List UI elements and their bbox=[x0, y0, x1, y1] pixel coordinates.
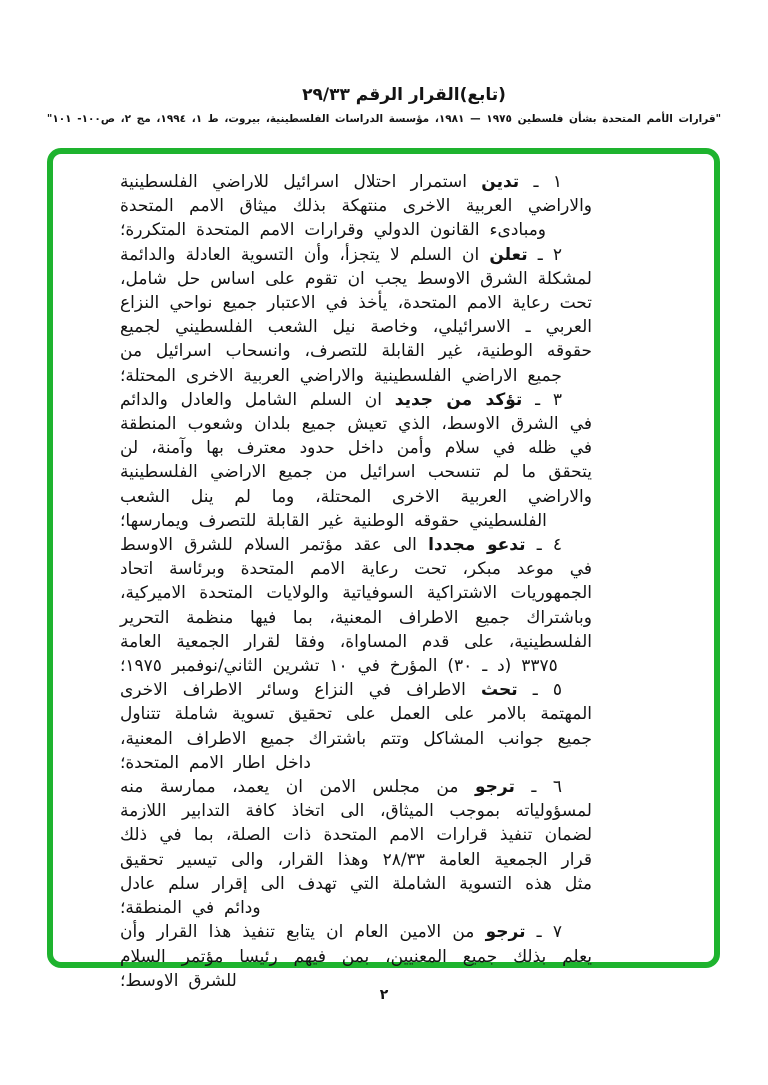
paragraph-number: ١ ـ bbox=[519, 172, 562, 192]
paragraph-body-text: الى عقد مؤتمر السلام للشرق الاوسط في موعد مبكر، تحت رعاية الامم المتحدة وبرئاسة اتحاد الجمهوريات الاشتراكية السوفياتية والولايات المتحدة الاميركية، وباشتراك جميع الاطراف المعنية، بما فيها منظمة التحرير الفلسطينية، على قدم المساواة، وفقا لقرار الجمعية العامة ٣٣٧٥ (د ـ ٣٠) المؤرخ في ١٠ تشرين الثاني/نوفمبر ١٩٧٥؛ bbox=[120, 535, 592, 677]
source-citation-line: "قرارات الأمم المتحدة بشأن فلسطين ١٩٧٥ — ١٩٨١، مؤسسة الدراسات الفلسطينية، بيروت، ط ١، ١٩٩٤، مج ٢، ص١٠٠- ١٠١" bbox=[46, 113, 722, 125]
resolution-paragraph bbox=[120, 920, 592, 993]
paragraph-body-text: استمرار احتلال اسرائيل للاراضي الفلسطينية والاراضي العربية الاخرى منتهكة بذلك ميثاق الامم المتحدة ومبادىء القانون الدولي وقرارات الامم المتحدة المتكررة؛ bbox=[120, 172, 592, 241]
paragraph-lead-word: تدعو مجددا bbox=[428, 535, 526, 556]
resolution-paragraph bbox=[120, 533, 592, 678]
paragraph-body-text: ان السلم لا يتجزأ، وأن التسوية العادلة والدائمة لمشكلة الشرق الاوسط يجب ان تقوم على اساس حل شامل، تحت رعاية الامم المتحدة، يأخذ في الاعتبار جميع نواحي النزاع العربي ـ الاسرائيلي، وخاصة نيل الشعب الفلسطيني لجميع حقوقه الوطنية، غير القابلة للتصرف، وانسحاب اسرائيل من جميع الاراضي الفلسطينية والاراضي العربية الاخرى المحتلة؛ bbox=[120, 244, 592, 386]
resolution-text-block bbox=[120, 170, 592, 993]
paragraph-number: ٢ ـ bbox=[527, 244, 562, 265]
paragraph-lead-word: تحث bbox=[481, 680, 518, 701]
paragraph-lead-word: تدين bbox=[481, 172, 520, 192]
paragraph-body-text: من مجلس الامن ان يعمد، ممارسة منه لمسؤولياته بموجب الميثاق، الى اتخاذ كافة التدابير اللازمة لضمان تنفيذ قرارات الامم المتحدة ذات الصلة، بما في ذلك قرار الجمعية العامة ٢٨/٣٣ وهذا القرار، والى تيسير تحقيق مثل هذه التسوية الشاملة التي تهدف الى إقرار سلم عادل ودائم في المنطقة؛ bbox=[120, 777, 592, 919]
paragraph-lead-word: تؤكد من جديد bbox=[394, 389, 523, 410]
paragraph-body-text: من الامين العام ان يتابع تنفيذ هذا القرار وأن يعلم بذلك جميع المعنيين، بمن فيهم رئيسا مؤتمر السلام للشرق الاوسط؛ bbox=[120, 922, 592, 991]
paragraph-body-text: ان السلم الشامل والعادل والدائم في الشرق الاوسط، الذي تعيش جميع بلدان وشعوب المنطقة في ظله في سلام وأمن داخل حدود معترف بها وآمنة، لن يتحقق ما لم تنسحب اسرائيل من جميع الاراضي الفلسطينية والاراضي العربية الاخرى المحتلة، وما لم ينل الشعب الفلسطيني حقوقه الوطنية غير القابلة للتصرف ويمارسها؛ bbox=[120, 389, 592, 531]
paragraph-number: ٣ ـ bbox=[522, 389, 563, 410]
paragraph-lead-word: تعلن bbox=[489, 244, 528, 265]
resolution-paragraph bbox=[120, 775, 592, 920]
paragraph-number: ٦ ـ bbox=[514, 777, 563, 798]
page-title: (تابع)القرار الرقم ٢٩/٣٣ bbox=[302, 85, 506, 105]
resolution-paragraph bbox=[120, 170, 592, 243]
paragraph-number: ٧ ـ bbox=[525, 922, 562, 943]
resolution-paragraph bbox=[120, 388, 592, 533]
paragraph-number: ٤ ـ bbox=[525, 535, 563, 556]
paragraph-lead-word: ترجو bbox=[485, 922, 526, 943]
paragraph-number: ٥ ـ bbox=[517, 680, 562, 701]
paragraph-lead-word: ترجو bbox=[474, 777, 515, 798]
page-number: ٢ bbox=[379, 987, 389, 1003]
paragraph-body-text: الاطراف في النزاع وسائر الاطراف الاخرى المهتمة بالامر على العمل على تحقيق تسوية شاملة تتناول جميع جوانب المشاكل وتتم باشتراك جميع الاطراف المعنية، داخل اطار الامم المتحدة؛ bbox=[120, 680, 592, 773]
resolution-paragraph bbox=[120, 243, 592, 388]
resolution-paragraph bbox=[120, 678, 592, 775]
